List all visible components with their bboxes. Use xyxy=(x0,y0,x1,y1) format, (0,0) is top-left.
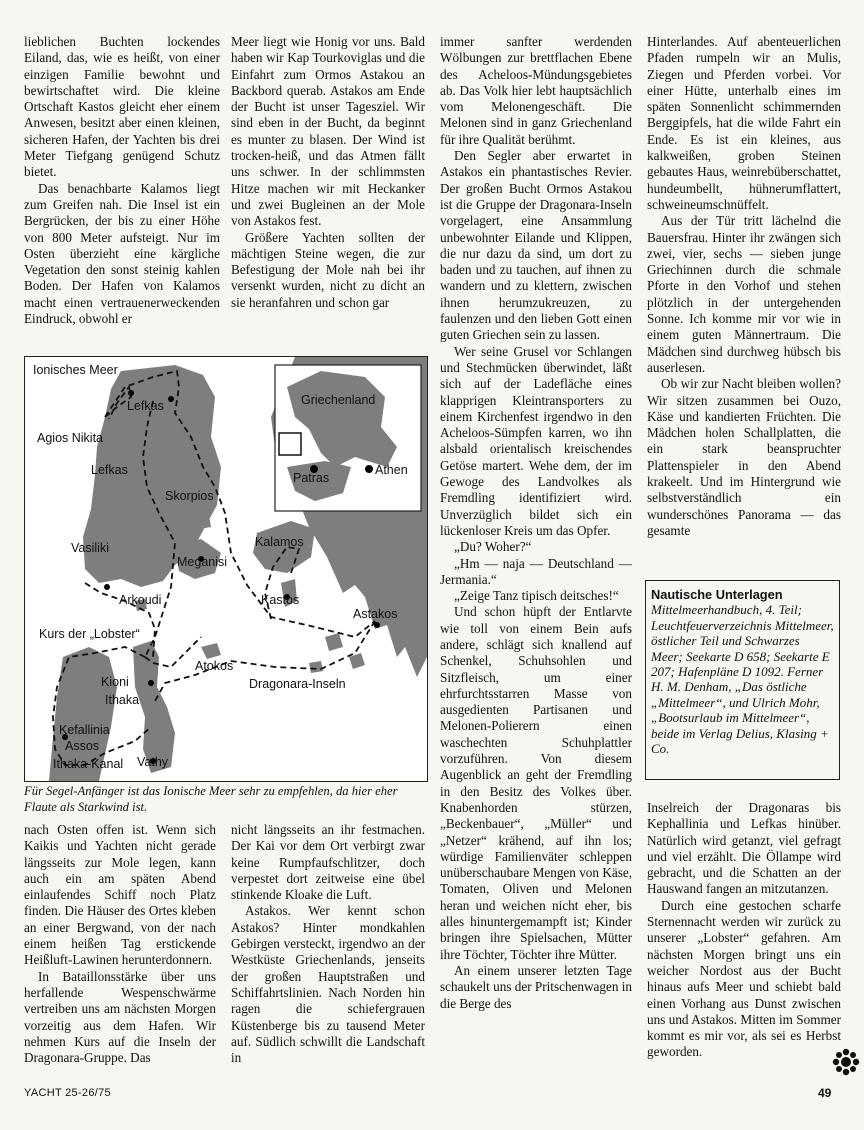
map-label-astakos: Astakos xyxy=(353,607,398,621)
paragraph: Das benachbarte Kalamos liegt zum Greifen nah. Die Insel ist ein Bergrücken, der bis zu einer Höhe von 800 Meter aufsteigt. Nur im Osten überzieht eine kärgliche Vegetation den sonst steinig kahlen Boden. Der Hafen von Kalamos macht einen vertrauenerweckenden Eindruck, obwohl er xyxy=(24,180,220,327)
map-label-dragonara: Dragonara-Inseln xyxy=(249,677,346,691)
paragraph: Meer liegt wie Honig vor uns. Bald haben wir Kap Tourkoviglas und die Einfahrt zum Ormos Astakou an Backbord querab. Astakos am Ende der Bucht ist unser Tagesziel. Wir sind eben in der Bucht, da beginnt es munter zu blasen. Der Wind ist trocken-heiß, und das Atmen fällt uns schwer. In der schlimmsten Hitze machen wir mit Heckanker und zwei Bugleinen an der Mole von Astakos fest. xyxy=(231,34,425,229)
ithaka-island xyxy=(133,641,175,773)
paragraph: nicht längsseits an ihr festmachen. Der Kai vor dem Ort verbirgt zwar keine Rumpfaufschlitzer, doch verpestet dort zeitweise eine übel stinkende Kloake die Luft. xyxy=(231,822,425,903)
paragraph: lieblichen Buchten lockendes Eiland, das, wie es heißt, von einer einzigen Familie bewohnt und bewirtschaftet wird. Die kleine Ortschaft Kastos gleicht eher einem Anwesen, besitzt aber einen kleinen, sicheren Hafen, der Yachten bis drei Meter Tiefgang genügend Schutz bietet. xyxy=(24,34,220,180)
paragraph: „Zeige Tanz tipisch deitsches!“ xyxy=(454,588,619,604)
map-label-assos: Assos xyxy=(65,739,100,753)
map-label-kefallinia: Kefallinia xyxy=(59,723,110,737)
text-column-4 xyxy=(647,34,841,539)
map-label-agios-nikita: Agios Nikita xyxy=(37,431,103,445)
nautical-info-box xyxy=(645,580,840,780)
map-label-lefkas-town: Lefkas xyxy=(127,399,164,413)
map-label-athens: Athen xyxy=(375,463,408,477)
text-column-1-lower xyxy=(24,822,216,1066)
map-label-ithaka: Ithaka xyxy=(105,693,140,707)
magazine-issue: YACHT 25-26/75 xyxy=(24,1087,111,1099)
map-drawing xyxy=(25,357,427,781)
sun-logo-icon xyxy=(832,1048,860,1076)
map-label-kastos: Kastos xyxy=(261,593,300,607)
atokos-island xyxy=(201,643,221,659)
paragraph: Hinterlandes. Auf abenteuerlichen Pfaden rumpeln wir an Mulis, Ziegen und Pferden vorbei. Vor einer Hütte, unterhalb eines im späten Sonnenlicht schimmernden Berggipfels, hat die wilde Fahrt ein Ende. Es ist ein kleines, aus kalkweißen, groben Steinen gebautes Haus, weinrebüberschattet, hundeumbellt, hühnerumflattert, schweineumschnüffelt. xyxy=(647,34,841,212)
map-label-ionian-sea: Ionisches Meer xyxy=(33,363,118,377)
map-label-vathy: Vathy xyxy=(137,755,169,769)
map-label-kalamos: Kalamos xyxy=(255,535,304,549)
paragraph: An einem unserer letzten Tage schaukelt uns der Pritschenwagen in die Berge des xyxy=(440,962,632,1011)
paragraph: Aus der Tür tritt lächelnd die Bauersfrau. Hinter ihr zwängen sich zwei, vier, sechs — sieben junge Griechinnen durch die schmale Pforte in den Vorhof und stehen plötzlich in der untergehenden Sonne. Ich komme mir vor wie in einem guten Männertraum. Die Mädchen sind durchweg hübsch bis auserlesen. xyxy=(647,213,841,375)
paragraph: Ob wir zur Nacht bleiben wollen? Wir sitzen zusammen bei Ouzo, Käse und kandierten Früchten. Die Mädchen holen Schallplatten, die ein stark beanspruchter Plattenspieler in den Abend krakeelt. Und im Hintergrund wie selbstverständlich ein wunderschönes Panorama — das gesamte xyxy=(647,376,841,538)
map-label-lefkas-island: Lefkas xyxy=(91,463,128,477)
dragonara-islands xyxy=(309,633,365,673)
paragraph: Astakos. Wer kennt schon Astakos? Hinter mondkahlen Gebirgen versteckt, irgendwo an der Westküste Griechenlands, jenseits der großen Hauptstraßen und Schiffahrtslinien. Nach Norden hin ragen die schiefergrauen Küstenberge bis zu tausend Meter auf. Südlich schwillt die Landschaft in xyxy=(231,903,425,1066)
paragraph: Durch eine gestochen scharfe Sternennacht werden wir zurück zu unserer „Lobster“ gefahren. Am nächsten Morgen bringt uns ein weicher Nordost aus der Bucht hinaus aufs Meer und schiebt bald einen Vorhang aus Dunst zwischen uns und Astakos. Mitten im Sommer kommt es mir vor, als sei es Herbst geworden. xyxy=(647,897,841,1060)
info-box-title: Nautische Unterlagen xyxy=(651,587,783,602)
map-label-kioni: Kioni xyxy=(101,675,129,689)
text-column-1 xyxy=(24,34,220,327)
map-label-patras: Patras xyxy=(293,471,330,485)
text-column-4-lower xyxy=(647,800,841,1061)
paragraph: In Bataillonsstärke über uns herfallende Wespenschwärme vertreiben uns am nächsten Morgen vorzeitig aus dem Hafen. Wir nehmen Kurs auf die Inseln der Dragonara-Gruppe. Das xyxy=(24,968,216,1066)
map-label-route: Kurs der „Lobster“ xyxy=(39,627,140,641)
map-label-skorpios: Skorpios xyxy=(165,489,214,503)
map-caption: Für Segel-Anfänger ist das Ionische Meer sehr zu empfehlen, da hier eher Flaute als Starkwind ist. xyxy=(24,784,398,814)
text-column-3 xyxy=(440,34,632,1012)
map-label-meganisi: Meganisi xyxy=(177,555,228,569)
paragraph: „Du? Woher?“ xyxy=(454,539,532,555)
paragraph: Inselreich der Dragonaras bis Kephallinia und Lefkas hinüber. Natürlich wird getanzt, viel gefragt und viel erzählt. Die Öllampe wird gebracht, und die Schatten an der Hauswand fangen an mitzutanzen. xyxy=(647,800,841,897)
paragraph: Größere Yachten sollten der mächtigen Steine wegen, die zur Befestigung der Mole nah bei ihr versenkt wurden, nicht zu dicht an sie heranfahren und schon gar xyxy=(231,229,425,310)
paragraph: Den Segler aber erwartet in Astakos ein phantastisches Revier. Der großen Bucht Ormos Astakou ist die Gruppe der Dragonara-Inseln vorgelagert, eine Ansammlung unbewohnter Eilande und Klippen, die nur dazu da sind, um dort zu baden und zu tauchen, auf ihnen zu wandern und zu klettern, zwischen ihnen herumzukreuzen, zu faulenzen und den lieben Gott einen guten Griechen sein zu lassen. xyxy=(440,148,632,343)
map-label-arkoudi: Arkoudi xyxy=(119,593,162,607)
paragraph: Wer seine Grusel vor Schlangen und Stechmücken überwindet, läßt sich auf der Ladefläche eines klapprigen Kleintransporters zu einem Kirchenfest irgendwo in den Acheloos-Sümpfen karren, wo ihn alsbald orientalisch kreischendes Getöse martert. Wehe dem, der im Gewoge des Landvolkes als Fremdling identifiziert wird. Unverzüglich bildet sich ein lückenloser Kreis um das Opfer. xyxy=(440,343,632,538)
paragraph: „Hm — naja — Deutschland — Jermania.“ xyxy=(440,555,632,587)
paragraph: Und schon hüpft der Entlarvte wie toll von einem Bein aufs andere, schlägt sich knallend auf Schenkel, Schuhsohlen und Sitzfleisch, um einer ehrfurchtsstarren Masse von ausgedienten Partisanen und Melonen-Polierern einen waschechten Schuhplattler vorzuführen. Von diesem Augenblick an geht der Fremdling in den Besitz des Volkes über. Knabenhorden stürzen, „Beckenbauer“, „Müller“ und „Netzer“ krähend, auf ihn los; würdige Familienväter schleppen unüberschaubare Mengen von Käse, Tomaten, Oliven und Melonen heran und weichen nicht eher, bis alles hinuntergemampft ist; Kinder bringen ihre Spielsachen, Mütter ihre Töchter, Töchter ihre Mütter. xyxy=(440,604,632,962)
map-label-ithaka-channel: Ithaka-Kanal xyxy=(53,757,124,771)
info-box-body: Mittelmeerhandbuch, 4. Teil; Leuchtfeuerverzeichnis Mittelmeer, östlicher Teil und Schwarzes Meer; Seekarte D 658; Seekarte E 207; Hafenpläne D 1092. Ferner H. M. Denham, „Das östliche „Mittelmeer“, und Ulrich Mohr, „Bootsurlaub im Mittelmeer“, beide im Verlag Delius, Klasing + Co. xyxy=(651,602,834,757)
text-column-2 xyxy=(231,34,425,311)
text-column-2-lower xyxy=(231,822,425,1066)
map-label-greece: Griechenland xyxy=(301,393,376,407)
paragraph: nach Osten offen ist. Wenn sich Kaikis und Yachten nicht gerade längsseits zur Mole legen, kann auch ein am späten Abend einlaufendes Schiff noch Platz finden. Die Häuser des Ortes kleben an einer Bergwand, von der nach einem heißen Tag erstickende Heißluft-Lawinen herunterdonnern. xyxy=(24,822,216,968)
map-label-vasiliki: Vasiliki xyxy=(71,541,109,555)
paragraph: immer sanfter werdenden Wölbungen zur brettflachen Ebene des Acheloos-Mündungsgebietes ab. Das Volk hier lebt hauptsächlich vom Melonengeschäft. Die Melonen sind in ganz Griechenland für ihre Qualität berühmt. xyxy=(440,34,632,147)
inset-map xyxy=(275,365,421,511)
map-label-atokos: Atokos xyxy=(195,659,234,673)
page-number: 49 xyxy=(818,1086,832,1100)
route-map xyxy=(24,356,428,782)
